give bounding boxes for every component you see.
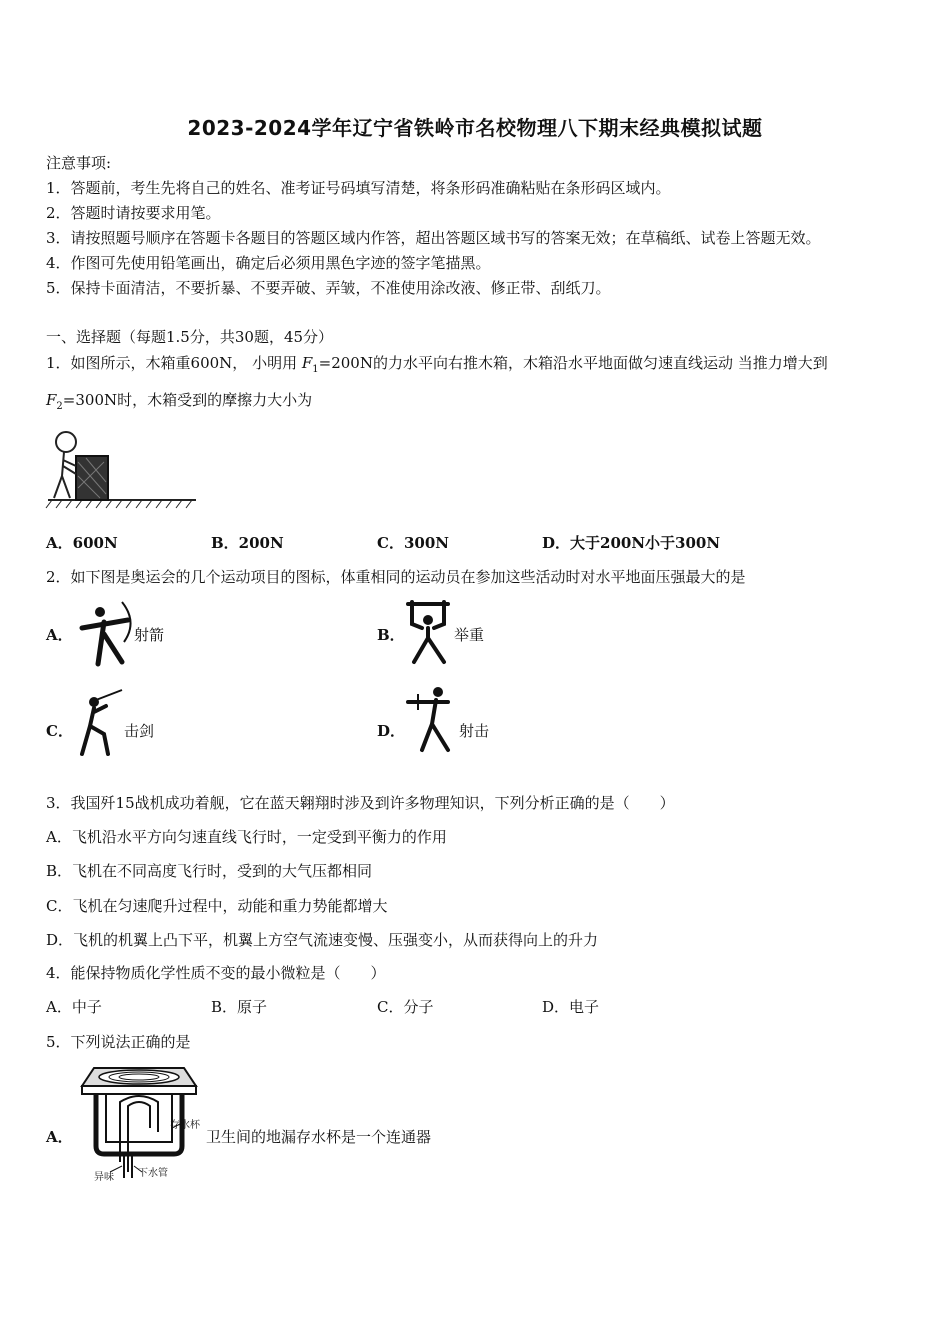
q3-option-a: A．飞机沿水平方向匀速直线飞行时，一定受到平衡力的作用: [46, 828, 447, 846]
force-subscript: 2: [56, 401, 63, 412]
q5-option-a-text: 卫生间的地漏存水杯是一个连通器: [206, 1128, 432, 1146]
notice-item: 2．答题时请按要求用笔。: [46, 204, 221, 222]
q3-option-c: C．飞机在匀速爬升过程中，动能和重力势能都增大: [46, 897, 388, 915]
q1-option-b: B．200N: [211, 534, 284, 552]
q4-option-b: B．原子: [211, 998, 268, 1016]
question-1-text-a: 1．如图所示，木箱重600N， 小明用: [46, 354, 298, 372]
question-1-stem-line2: [46, 389, 312, 412]
q2-option-b-label: 举重: [454, 626, 485, 644]
notice-item: 4．作图可先使用铅笔画出，确定后必须用黑色字迹的签字笔描黑。: [46, 254, 491, 272]
q2-option-a-letter: A．: [46, 626, 73, 644]
odor-label: 异味: [94, 1172, 114, 1183]
question-5-stem: 5．下列说法正确的是: [46, 1033, 191, 1051]
notice-item: 5．保持卡面清洁，不要折暴、不要弄破、弄皱，不准使用涂改液、修正带、刮纸刀。: [46, 279, 611, 297]
q5-option-a-letter: A．: [46, 1128, 73, 1146]
q1-option-a: A．600N: [46, 534, 118, 552]
question-1-text-c: =300N时，木箱受到的摩擦力大小为: [62, 391, 313, 409]
force-subscript: 1: [312, 364, 319, 375]
q2-option-a-label: 射箭: [134, 626, 165, 644]
q3-option-d: D．飞机的机翼上凸下平，机翼上方空气流速变慢、压强变小，从而获得向上的升力: [46, 931, 599, 949]
q2-option-d-label: 射击: [459, 722, 490, 740]
q4-option-a: A．中子: [46, 998, 102, 1016]
notice-heading: 注意事项:: [46, 154, 112, 172]
q2-option-c-letter: C．: [46, 722, 73, 740]
fencing-icon: [76, 686, 126, 758]
weightlifting-icon: [404, 598, 454, 668]
shooting-icon: [404, 684, 460, 756]
pushing-box-figure: [44, 426, 200, 512]
question-1-stem: [46, 352, 828, 375]
page-title: 2023-2024学年辽宁省铁岭市名校物理八下期末经典模拟试题: [187, 116, 763, 140]
q2-option-d-letter: D．: [377, 722, 406, 740]
floor-drain-figure: [76, 1062, 208, 1186]
q3-option-b: B．飞机在不同高度飞行时，受到的大气压都相同: [46, 862, 373, 880]
force-symbol: F: [301, 354, 313, 372]
q4-option-d: D．电子: [542, 998, 600, 1016]
force-symbol: F: [46, 391, 57, 409]
question-3-stem: 3．我国歼15战机成功着舰，它在蓝天翱翔时涉及到许多物理知识，下列分析正确的是（ ）: [46, 794, 675, 812]
notice-item: 1．答题前，考生先将自己的姓名、准考证号码填写清楚，将条形码准确粘贴在条形码区域内。: [46, 179, 671, 197]
q1-option-c: C．300N: [377, 534, 449, 552]
question-4-stem: 4．能保持物质化学性质不变的最小微粒是（ ）: [46, 964, 386, 982]
q1-option-d: D．大于200N小于300N: [542, 534, 721, 552]
section-heading: 一、选择题（每题1.5分，共30题，45分）: [46, 328, 334, 346]
pipe-label: 下水管: [138, 1168, 168, 1179]
question-2-stem: 2．如下图是奥运会的几个运动项目的图标，体重相同的运动员在参加这些活动时对水平地面压强最大的是: [46, 568, 746, 586]
notice-item: 3．请按照题号顺序在答题卡各题目的答题区域内作答，超出答题区域书写的答案无效；在草稿纸、试卷上答题无效。: [46, 229, 821, 247]
archery-icon: [78, 598, 138, 668]
q4-option-c: C．分子: [377, 998, 434, 1016]
question-1-text-b: =200N的力水平向右推木箱，木箱沿水平地面做匀速直线运动 当推力增大到: [318, 354, 828, 372]
q2-option-b-letter: B．: [377, 626, 405, 644]
q2-option-c-label: 击剑: [124, 722, 155, 740]
cup-label: 存水杯: [170, 1120, 200, 1131]
